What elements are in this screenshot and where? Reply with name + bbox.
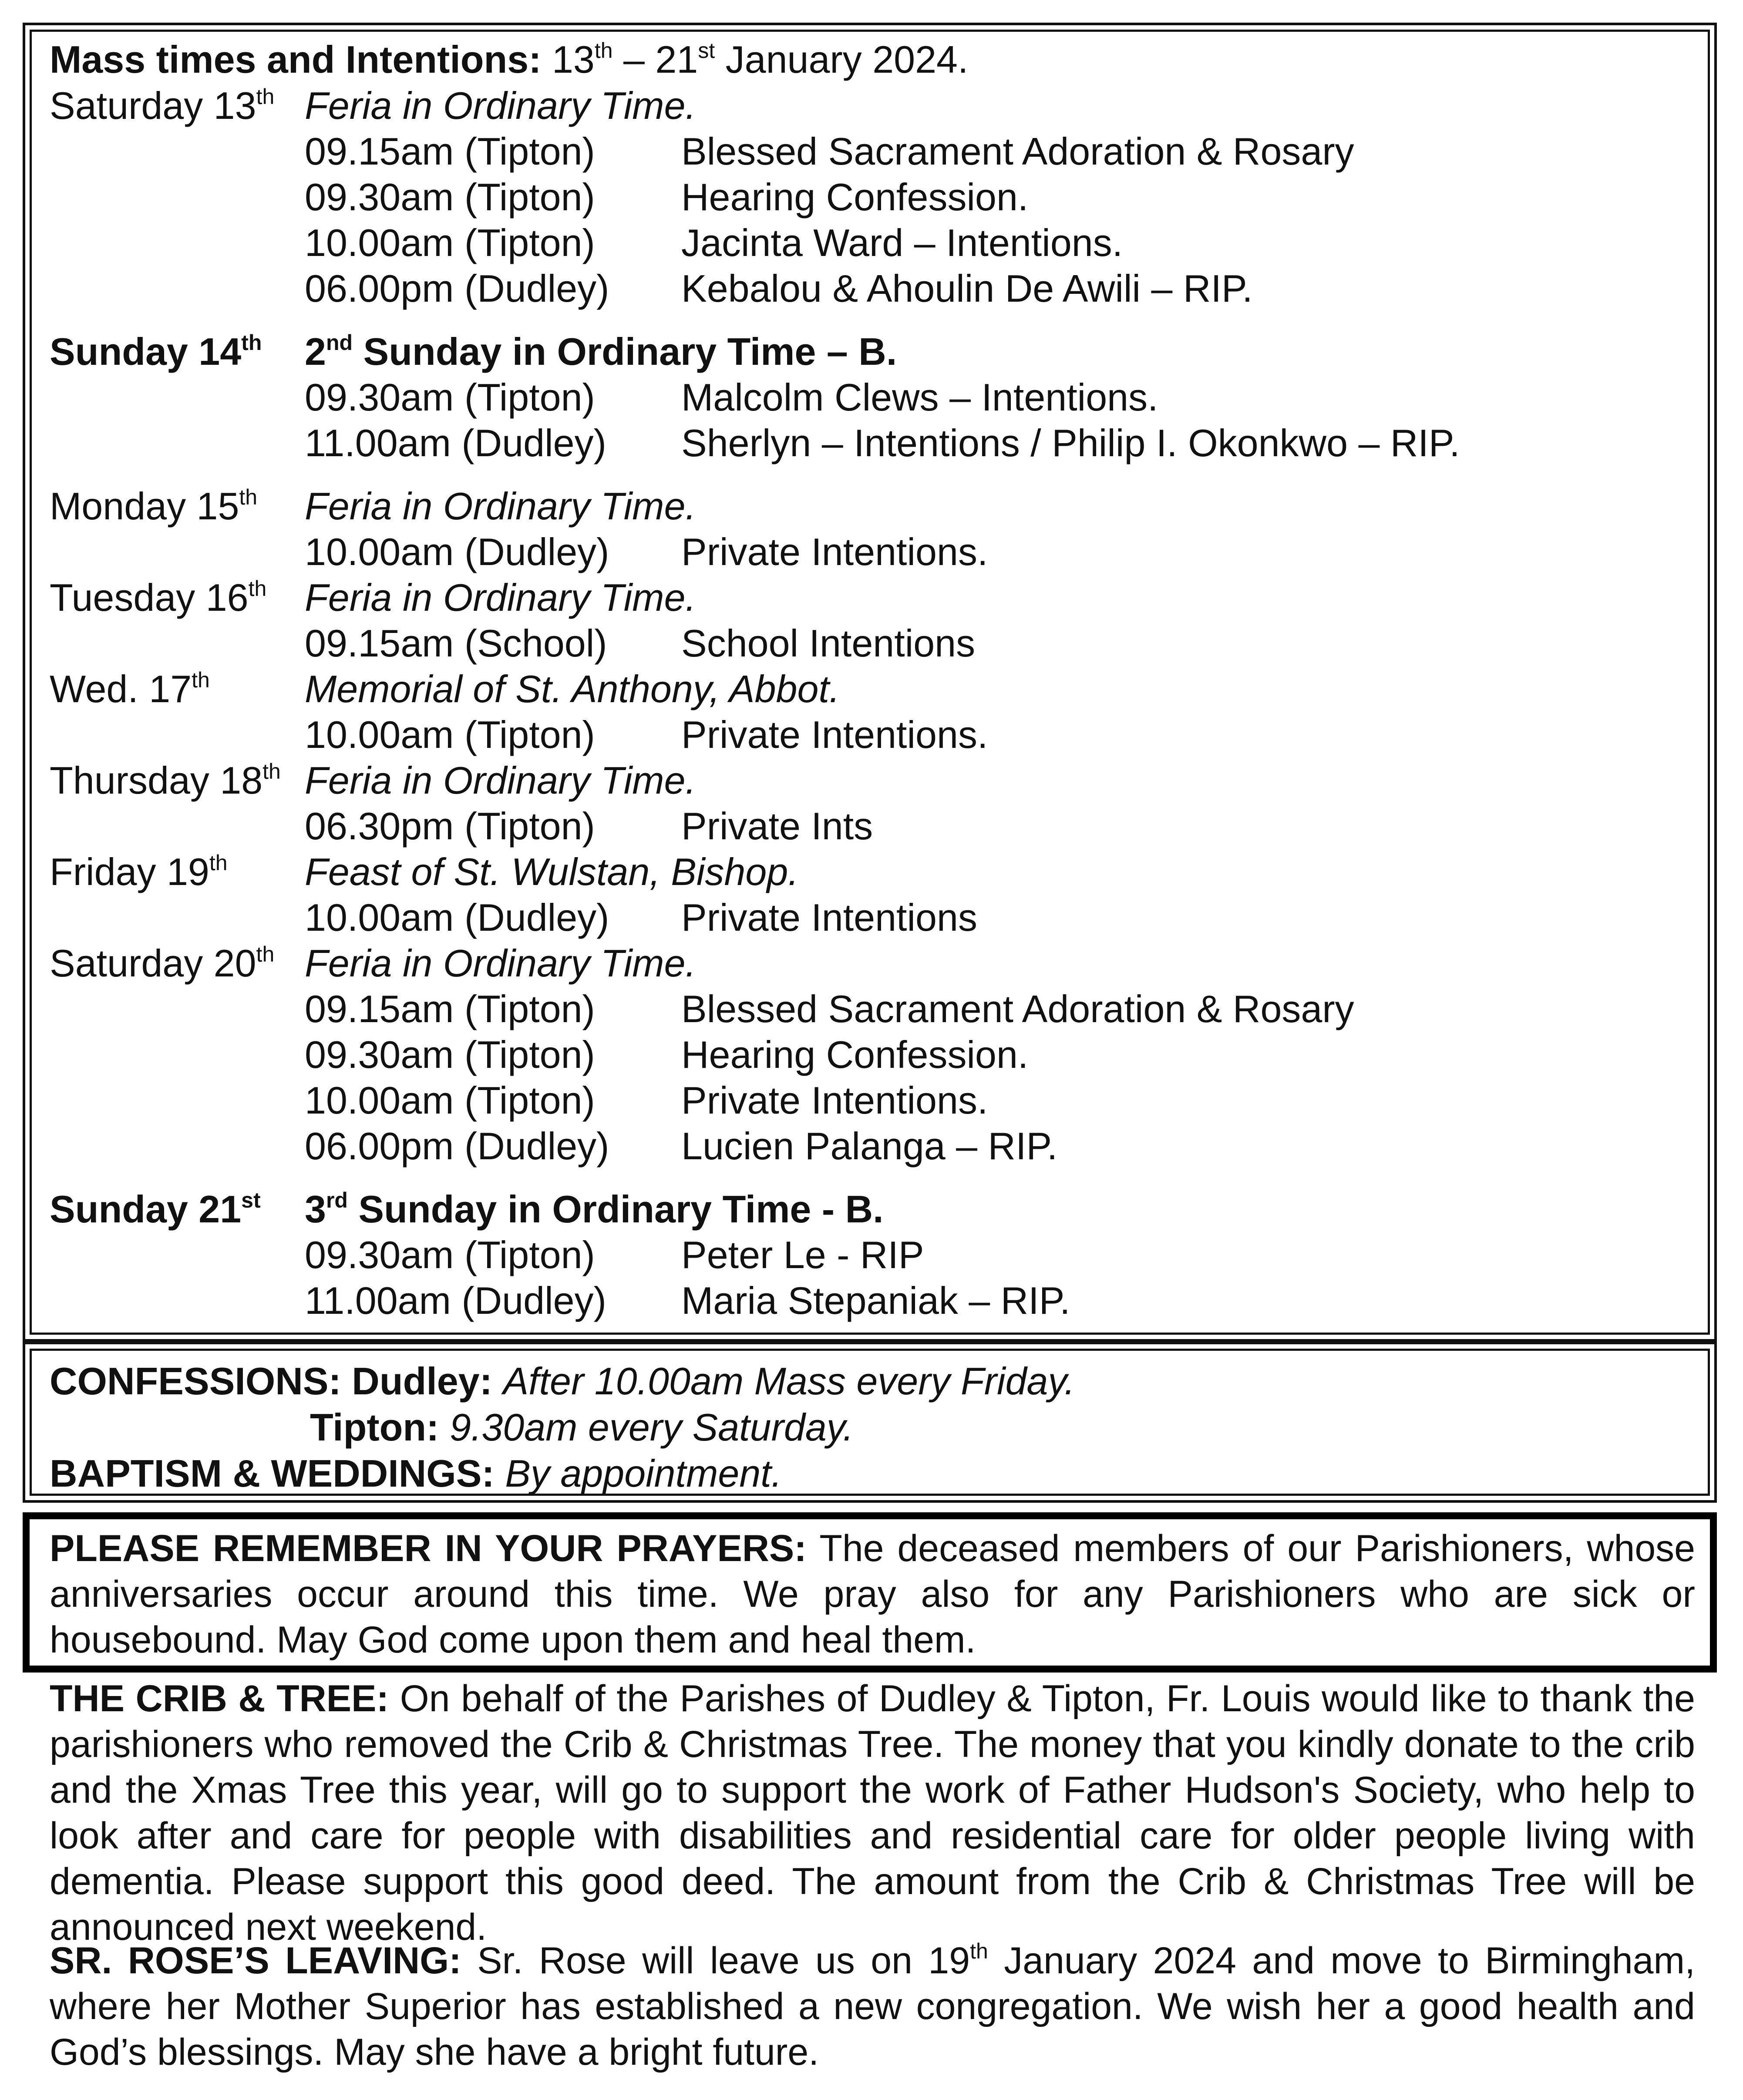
mass-time: 11.00am (Dudley) bbox=[305, 421, 606, 464]
mass-heading: Mass times and Intentions: 13th – 21st January 2024. bbox=[50, 38, 969, 81]
mass-time: 09.15am (School) bbox=[305, 622, 607, 665]
mass-intention: Hearing Confession. bbox=[681, 1033, 1029, 1076]
mass-intention: Hearing Confession. bbox=[681, 175, 1029, 219]
mass-time: 10.00am (Dudley) bbox=[305, 896, 609, 939]
day-label: Saturday 20th bbox=[50, 942, 275, 985]
mass-time: 11.00am (Dudley) bbox=[305, 1279, 606, 1322]
mass-time: 06.00pm (Dudley) bbox=[305, 267, 609, 310]
confessions-tipton-line: Tipton: 9.30am every Saturday. bbox=[310, 1406, 854, 1449]
rose-paragraph: SR. ROSE’S LEAVING: Sr. Rose will leave us on 19th January 2024 and move to Birmingham, where her Mother Superior has established a new congregation. We wish her a good health and God’s blessings. May she have a bright future. bbox=[50, 1939, 1696, 2073]
mass-intention: Private Ints bbox=[681, 804, 873, 848]
mass-intention: Lucien Palanga – RIP. bbox=[681, 1124, 1058, 1168]
mass-time: 10.00am (Tipton) bbox=[305, 1079, 595, 1122]
feast-title: 2nd Sunday in Ordinary Time – B. bbox=[305, 330, 897, 373]
mass-intention: Jacinta Ward – Intentions. bbox=[681, 221, 1123, 264]
day-label: Monday 15th bbox=[50, 485, 258, 528]
feast-title: Feast of St. Wulstan, Bishop. bbox=[305, 850, 799, 893]
baptism-line: BAPTISM & WEDDINGS: By appointment. bbox=[50, 1452, 782, 1495]
feast-title: 3rd Sunday in Ordinary Time - B. bbox=[305, 1188, 884, 1231]
mass-time: 09.15am (Tipton) bbox=[305, 987, 595, 1030]
confessions-dudley-line: CONFESSIONS: Dudley: After 10.00am Mass every Friday. bbox=[50, 1360, 1075, 1403]
mass-intention: Private Intentions. bbox=[681, 530, 988, 573]
mass-intention: Sherlyn – Intentions / Philip I. Okonkwo – RIP. bbox=[681, 421, 1460, 464]
mass-intention: Blessed Sacrament Adoration & Rosary bbox=[681, 130, 1354, 173]
day-label: Sunday 21st bbox=[50, 1188, 261, 1231]
mass-intention: Private Intentions. bbox=[681, 1079, 988, 1122]
mass-time: 10.00am (Tipton) bbox=[305, 221, 595, 264]
mass-time: 06.30pm (Tipton) bbox=[305, 804, 595, 848]
feast-title: Feria in Ordinary Time. bbox=[305, 942, 696, 985]
mass-time: 09.15am (Tipton) bbox=[305, 130, 595, 173]
feast-title: Feria in Ordinary Time. bbox=[305, 84, 696, 127]
mass-time: 09.30am (Tipton) bbox=[305, 175, 595, 219]
mass-time: 06.00pm (Dudley) bbox=[305, 1124, 609, 1168]
day-label: Saturday 13th bbox=[50, 84, 275, 127]
feast-title: Feria in Ordinary Time. bbox=[305, 485, 696, 528]
mass-time: 10.00am (Tipton) bbox=[305, 713, 595, 756]
feast-title: Memorial of St. Anthony, Abbot. bbox=[305, 667, 840, 710]
mass-intention: Blessed Sacrament Adoration & Rosary bbox=[681, 987, 1354, 1030]
mass-time: 09.30am (Tipton) bbox=[305, 376, 595, 419]
day-label: Thursday 18th bbox=[50, 759, 281, 802]
mass-time: 09.30am (Tipton) bbox=[305, 1233, 595, 1276]
mass-time: 10.00am (Dudley) bbox=[305, 530, 609, 573]
day-label: Sunday 14th bbox=[50, 330, 262, 373]
mass-intention: Kebalou & Ahoulin De Awili – RIP. bbox=[681, 267, 1253, 310]
mass-intention: Peter Le - RIP bbox=[681, 1233, 924, 1276]
day-label: Friday 19th bbox=[50, 850, 228, 893]
crib-paragraph: THE CRIB & TREE: On behalf of the Parishes of Dudley & Tipton, Fr. Louis would like to thank the parishioners who removed the Crib & Christmas Tree. The money that you kindly donate to the crib and the Xmas Tree this year, will go to support the work of Father Hudson's Society, who help to look after and care for people with disabilities and residential care for older people living with dementia. Please support this good deed. The amount from the Crib & Christmas Tree will be announced next weekend. bbox=[50, 1678, 1696, 1948]
mass-intention: Private Intentions bbox=[681, 896, 977, 939]
feast-title: Feria in Ordinary Time. bbox=[305, 759, 696, 802]
mass-intention: Private Intentions. bbox=[681, 713, 988, 756]
prayers-paragraph: PLEASE REMEMBER IN YOUR PRAYERS: The deceased members of our Parishioners, whose anniversaries occur around this time. We pray also for any Parishioners who are sick or housebound. May God come upon them and heal them. bbox=[50, 1528, 1695, 1661]
day-label: Wed. 17th bbox=[50, 667, 210, 710]
day-label: Tuesday 16th bbox=[50, 576, 267, 619]
mass-time: 09.30am (Tipton) bbox=[305, 1033, 595, 1076]
feast-title: Feria in Ordinary Time. bbox=[305, 576, 696, 619]
mass-intention: School Intentions bbox=[681, 622, 976, 665]
mass-intention: Malcolm Clews – Intentions. bbox=[681, 376, 1158, 419]
mass-intention: Maria Stepaniak – RIP. bbox=[681, 1279, 1070, 1322]
